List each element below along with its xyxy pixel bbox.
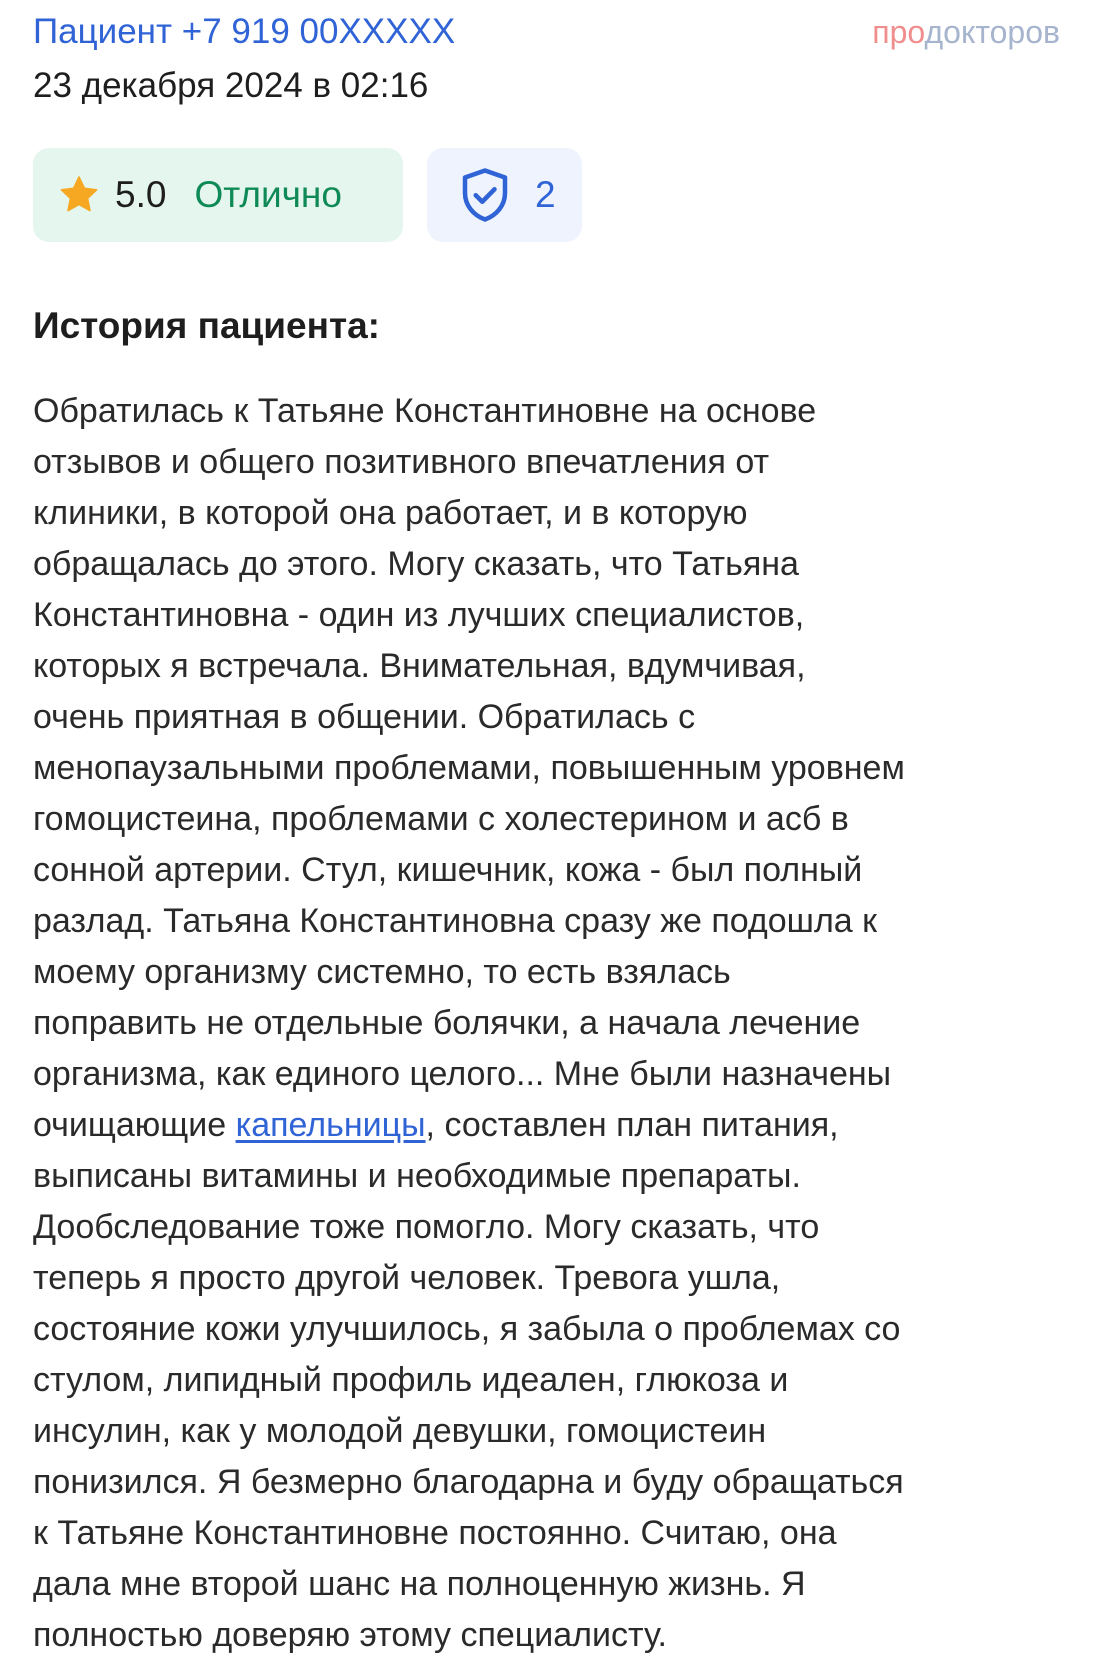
story-text-before-link: очищающие <box>33 1106 236 1144</box>
story-line: Обратилась к Татьяне Константиновне на основе <box>33 392 817 430</box>
review-date: 23 декабря 2024 в 02:16 <box>33 66 429 105</box>
story-line: разлад. Татьяна Константиновна сразу же подошла к <box>33 902 878 940</box>
review-header <box>33 8 1060 108</box>
logo-part-doktorov: докторов <box>924 14 1060 50</box>
story-line: которых я встречала. Внимательная, вдумчивая, <box>33 647 806 685</box>
verified-badge[interactable] <box>427 148 582 242</box>
story-line: теперь я просто другой человек. Тревога ушла, <box>33 1259 781 1297</box>
story-line: состояние кожи улучшилось, я забыла о проблемах со <box>33 1310 901 1348</box>
review-author-link[interactable]: Пациент +7 919 00XXXXX <box>33 12 456 51</box>
story-line: Дообследование тоже помогло. Могу сказать, что <box>33 1208 820 1246</box>
story-line: к Татьяне Константиновне постоянно. Считаю, она <box>33 1514 837 1552</box>
site-logo <box>872 14 1060 51</box>
story-line: стулом, липидный профиль идеален, глюкоза и <box>33 1361 789 1399</box>
story-text <box>33 386 1073 1661</box>
story-line: полностью доверяю этому специалисту. <box>33 1616 667 1654</box>
story-line: менопаузальными проблемами, повышенным уровнем <box>33 749 905 787</box>
story-title: История пациента: <box>33 305 380 346</box>
story-line: клиники, в которой она работает, и в которую <box>33 494 748 532</box>
story-line: выписаны витамины и необходимые препараты. <box>33 1157 801 1195</box>
rating-score: 5.0 <box>115 174 167 215</box>
rating-badge <box>33 148 403 242</box>
story-text-after-link: , составлен план питания, <box>425 1106 839 1144</box>
story-line: поправить не отдельные болячки, а начала лечение <box>33 1004 861 1042</box>
story-line: моему организму системно, то есть взялась <box>33 953 731 991</box>
review-badges <box>33 148 582 242</box>
story-line: гомоцистеина, проблемами с холестерином и асб в <box>33 800 849 838</box>
star-icon <box>57 173 101 217</box>
story-line-with-link <box>33 1100 1073 1151</box>
story-line: дала мне второй шанс на полноценную жизнь. Я <box>33 1565 806 1603</box>
story-line: Константиновна - один из лучших специалистов, <box>33 596 805 634</box>
verified-count: 2 <box>535 174 556 215</box>
story-line: обращалась до этого. Могу сказать, что Татьяна <box>33 545 799 583</box>
drips-link[interactable]: капельницы <box>235 1106 426 1144</box>
rating-verdict: Отлично <box>194 174 342 215</box>
story-line: отзывов и общего позитивного впечатления от <box>33 443 770 481</box>
story-line: очень приятная в общении. Обратилась с <box>33 698 696 736</box>
story-line: организма, как единого целого... Мне были назначены <box>33 1055 892 1093</box>
story-line: инсулин, как у молодой девушки, гомоцистеин <box>33 1412 767 1450</box>
story-line: сонной артерии. Стул, кишечник, кожа - был полный <box>33 851 863 889</box>
shield-check-icon <box>455 164 515 226</box>
logo-part-pro: про <box>872 14 925 50</box>
story-line: понизился. Я безмерно благодарна и буду обращаться <box>33 1463 904 1501</box>
